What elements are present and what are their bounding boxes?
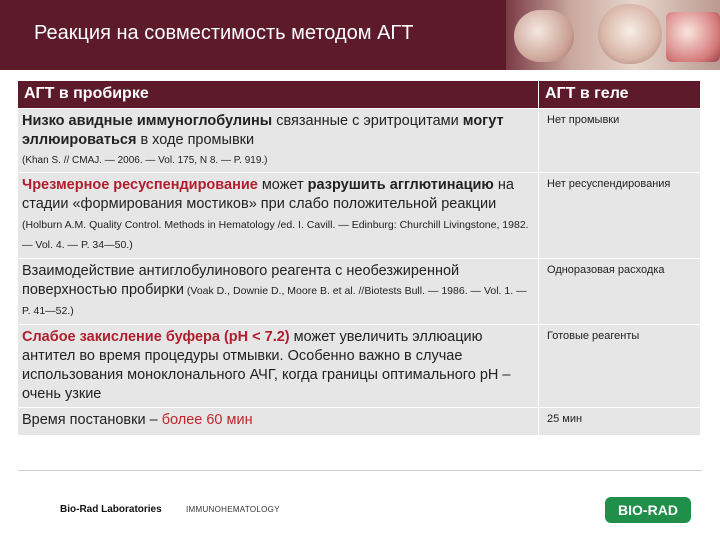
column-header-tube: АГТ в пробирке bbox=[18, 81, 539, 109]
table-row bbox=[18, 259, 701, 325]
cell-text: может увеличить эллюацию антител во время процедуры отмывки. Особенно важно в случае использования моноклонального АЧГ, когда границы оптимального рН – очень узкие bbox=[22, 329, 511, 402]
tube-cell bbox=[18, 325, 539, 408]
cell-text-highlight: Чрезмерное ресуспендирование bbox=[22, 177, 258, 193]
citation: (Holburn A.M. Quality Control. Methods in Hematology /ed. I. Cavill. — Edinburg: Churchill Livingstone, 1982. — Vol. 4. — P. 34—50.) bbox=[22, 219, 529, 251]
footer-company: Bio-Rad Laboratories bbox=[60, 504, 162, 515]
cell-text-highlight: более 60 мин bbox=[161, 412, 253, 428]
header-photo-hands bbox=[514, 10, 574, 62]
comparison-table bbox=[17, 80, 701, 436]
tube-cell bbox=[18, 408, 539, 436]
header-photo-people bbox=[598, 4, 662, 64]
gel-cell: 25 мин bbox=[539, 408, 701, 436]
table-row bbox=[18, 173, 701, 259]
cell-text: в ходе промывки bbox=[136, 132, 255, 148]
tube-cell bbox=[18, 109, 539, 173]
gel-cell: Одноразовая расходка bbox=[539, 259, 701, 325]
table-header-row bbox=[18, 81, 701, 109]
citation: (Voak D., Downie D., Moore B. et al. //Biotests Bull. — 1986. — Vol. 1. — P. 41—52.) bbox=[22, 285, 527, 317]
gel-cell: Нет промывки bbox=[539, 109, 701, 173]
cell-text: может bbox=[257, 177, 308, 193]
slide-title: Реакция на совместимость методом АГТ bbox=[34, 22, 414, 44]
cell-text-highlight: Слабое закисление буфера (рН < 7.2) bbox=[22, 329, 290, 345]
bio-rad-logo: BIO-RAD bbox=[605, 497, 691, 523]
table-row bbox=[18, 109, 701, 173]
column-header-gel: АГТ в геле bbox=[539, 81, 701, 109]
footer-division: IMMUNOHEMATOLOGY bbox=[186, 505, 280, 514]
gel-cell: Нет ресуспендирования bbox=[539, 173, 701, 259]
tube-cell bbox=[18, 173, 539, 259]
cell-text-bold: могут эллюироваться bbox=[22, 113, 504, 148]
cell-text: Взаимодействие антиглобулинового реагента с необезжиренной поверхностью пробирки bbox=[22, 263, 460, 298]
footer-divider bbox=[18, 470, 702, 471]
cell-text-bold: разрушить агглютинацию bbox=[307, 177, 494, 193]
gel-cell: Готовые реагенты bbox=[539, 325, 701, 408]
tube-cell bbox=[18, 259, 539, 325]
slide-header bbox=[0, 0, 720, 70]
header-photo-strip bbox=[506, 0, 720, 70]
table-row bbox=[18, 408, 701, 436]
cell-text: связанные с эритроцитами bbox=[272, 113, 459, 129]
cell-text: Время постановки – bbox=[22, 412, 162, 428]
cell-text-bold: Низко авидные иммуноглобулины bbox=[22, 113, 273, 129]
table-row bbox=[18, 325, 701, 408]
citation: (Khan S. // CMAJ. — 2006. — Vol. 175, N 8. — P. 919.) bbox=[22, 155, 268, 166]
cell-text: на стадии «формирования мостиков» при слабо положительной реакции bbox=[22, 177, 514, 212]
header-photo-samples bbox=[666, 12, 720, 62]
